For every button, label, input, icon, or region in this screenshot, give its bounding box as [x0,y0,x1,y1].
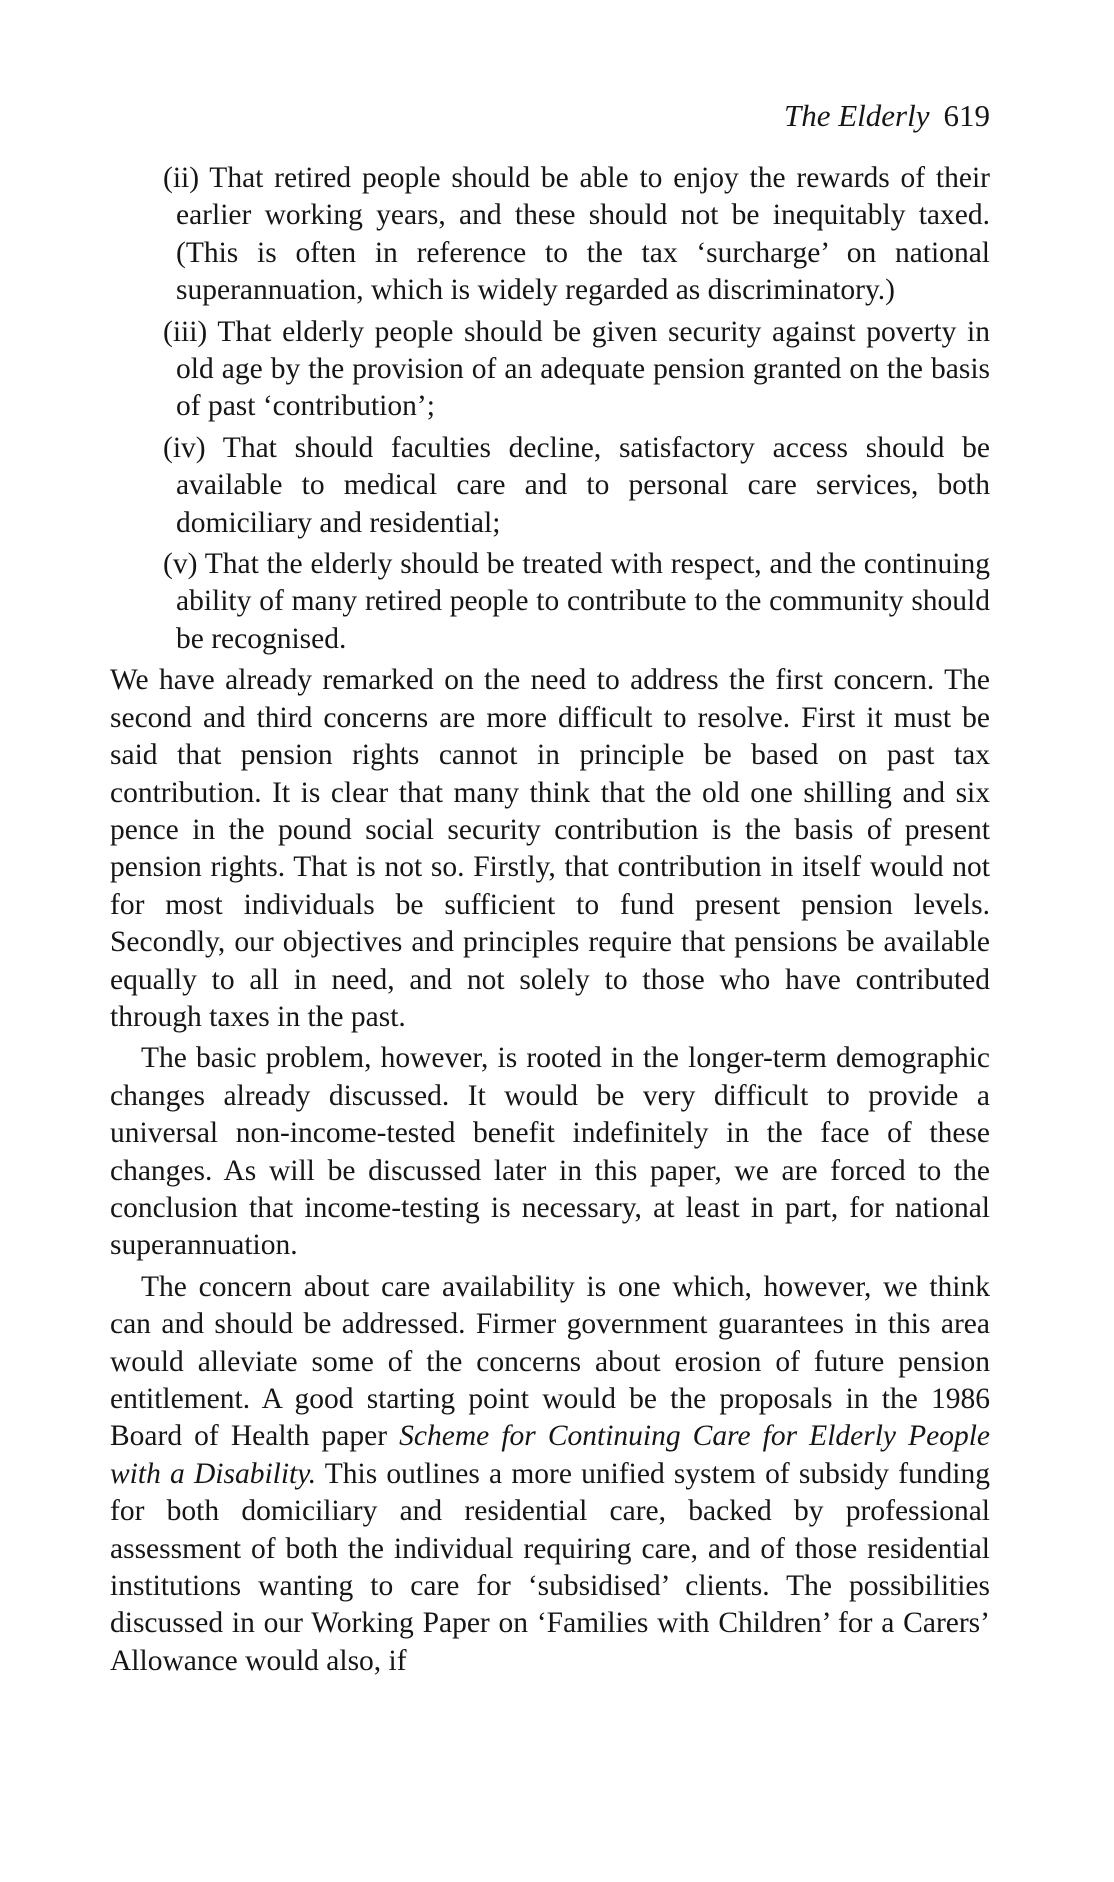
paragraph-pension-rights: We have already remarked on the need to address the first concern. The second and third concerns are more difficult to resolve. First it must be said that pension rights cannot in principle be based on past tax contribution. It is clear that many think that the old one shilling and six pence in the pound social security contribution is the basis of present pension rights. That is not so. Firstly, that contribution in itself would not for most individuals be sufficient to fund present pension levels. Secondly, our objectives and principles require that pensions be available equally to all in need, and not solely to those who have contributed through taxes in the past. [110,664,990,1033]
running-head [784,96,990,136]
care-text-end: This outlines a more unified system of subsidy funding for both domiciliary and residential care, backed by professional assessment of both the individual requiring care, and of those residential institutions wanting to care for ‘subsidised’ clients. The possibilities discussed in our Working Paper on ‘Families with Children’ for a Carers’ Allowance would also, if [110,1457,990,1677]
body-text [110,160,990,1680]
page-number: 619 [943,98,990,133]
italic-document-title: Scheme for Continuing Care for Elderly People with a Disability. [110,1420,991,1490]
care-text-start: The concern about care availability is one which, however, we think can and should be addressed. Firmer government guarantees in this area would alleviate some of the concerns about erosion of future pension entitlement. A good starting point would be the proposals in the 1986 Board of Health paper [110,1270,990,1453]
list-item-iii: (iii) That elderly people should be given security against poverty in old age by the provision of an adequate pension granted on the basis of past ‘contribution’; [163,315,990,423]
list-item-ii: (ii) That retired people should be able to enjoy the rewards of their earlier working years, and these should not be inequitably taxed. (This is often in reference to the tax ‘surcharge’ on national superannuation, which is widely regarded as discriminatory.) [163,162,990,307]
paragraph-demographic-changes: The basic problem, however, is rooted in the longer-term demographic changes already discussed. It would be very difficult to provide a universal non-income-tested benefit indefinitely in the face of these changes. As will be discussed later in this paper, we are forced to the conclusion that income-testing is necessary, at least in part, for national superannuation. [110,1042,990,1262]
paragraph-care-availability [110,1269,990,1680]
running-head-title: The Elderly [784,98,930,133]
list-item-iv: (iv) That should faculties decline, satisfactory access should be available to medical care and to personal care services, both domiciliary and residential; [163,431,990,539]
list-item-v: (v) That the elderly should be treated with respect, and the continuing ability of many retired people to contribute to the community should be recognised. [163,548,990,655]
